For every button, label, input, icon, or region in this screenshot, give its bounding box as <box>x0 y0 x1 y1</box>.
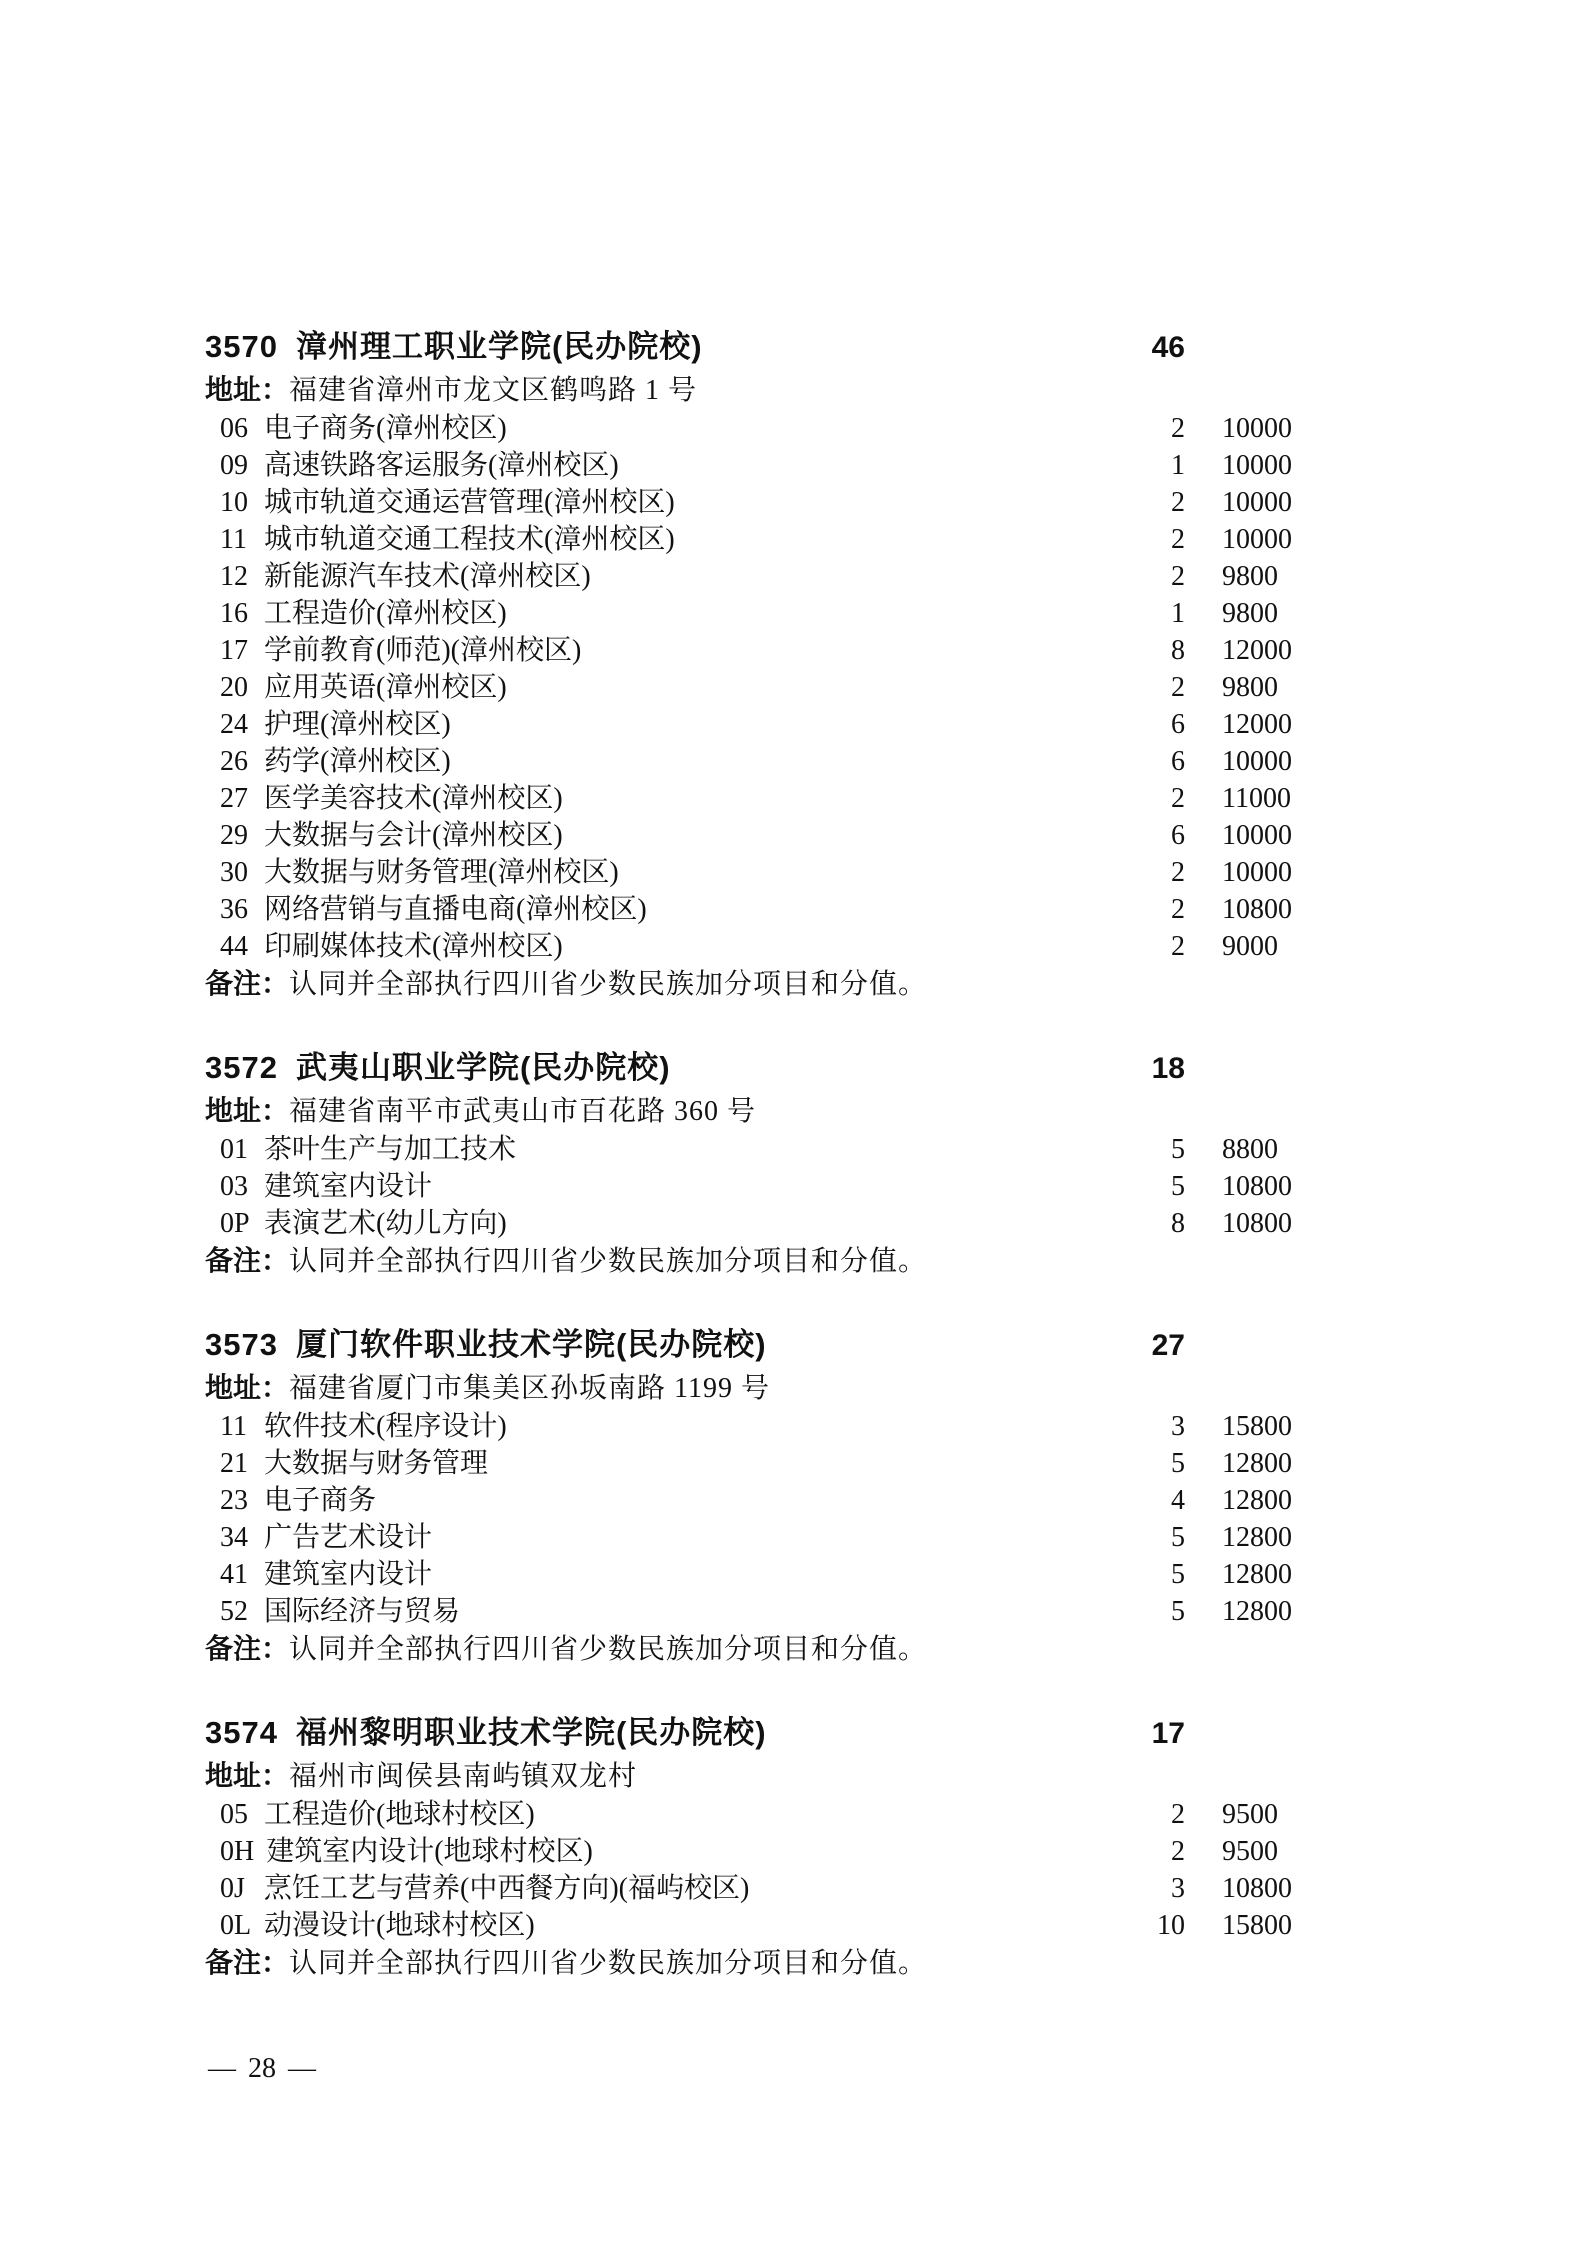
major-name: 学前教育(师范)(漳州校区) <box>264 635 582 666</box>
major-fee: 9500 <box>1222 1836 1278 1867</box>
major-fee: 10800 <box>1222 894 1292 925</box>
major-fee: 10000 <box>1222 487 1292 518</box>
major-name: 工程造价(漳州校区) <box>264 598 507 629</box>
major-row <box>205 891 1351 928</box>
major-code: 24 <box>220 709 248 740</box>
major-rows <box>205 1796 1351 1944</box>
major-label <box>205 706 1115 743</box>
major-code: 05 <box>220 1799 248 1830</box>
major-quota: 5 <box>1171 1134 1185 1165</box>
major-name: 城市轨道交通工程技术(漳州校区) <box>264 524 675 555</box>
major-name: 建筑室内设计 <box>264 1559 433 1590</box>
sections-container <box>205 326 1351 2026</box>
major-label <box>205 632 1115 669</box>
major-row <box>205 1796 1351 1833</box>
major-name: 高速铁路客运服务(漳州校区) <box>264 450 619 481</box>
major-code: 0H <box>220 1836 255 1867</box>
major-code: 27 <box>220 783 248 814</box>
major-row <box>205 1870 1351 1907</box>
major-row <box>205 1833 1351 1870</box>
major-fee: 12800 <box>1222 1596 1292 1627</box>
major-quota: 5 <box>1171 1171 1185 1202</box>
major-row <box>205 743 1351 780</box>
major-code: 01 <box>220 1134 248 1165</box>
remark-text: 认同并全部执行四川省少数民族加分项目和分值。 <box>289 1948 928 1979</box>
major-quota: 10 <box>1157 1910 1185 1941</box>
school-name: 漳州理工职业学院(民办院校) <box>295 329 703 364</box>
major-name: 应用英语(漳州校区) <box>264 672 507 703</box>
major-code: 52 <box>220 1596 248 1627</box>
school-total-quota: 18 <box>1151 1052 1185 1085</box>
major-name: 茶叶生产与加工技术 <box>264 1134 517 1165</box>
major-code: 0J <box>220 1873 245 1904</box>
major-name: 软件技术(程序设计) <box>264 1411 507 1442</box>
major-quota: 3 <box>1171 1411 1185 1442</box>
school-address-line <box>205 1092 1351 1131</box>
major-label <box>205 743 1115 780</box>
major-name: 大数据与财务管理 <box>264 1448 489 1479</box>
major-label <box>205 1482 1115 1519</box>
major-rows <box>205 1131 1351 1242</box>
major-name: 电子商务(漳州校区) <box>264 413 507 444</box>
major-code: 11 <box>220 1411 247 1442</box>
major-name: 电子商务 <box>264 1485 377 1516</box>
major-quota: 2 <box>1171 524 1185 555</box>
major-rows <box>205 410 1351 965</box>
major-fee: 10800 <box>1222 1208 1292 1239</box>
major-code: 0P <box>220 1208 250 1239</box>
major-quota: 5 <box>1171 1522 1185 1553</box>
major-code: 34 <box>220 1522 248 1553</box>
major-code: 06 <box>220 413 248 444</box>
major-label <box>205 669 1115 706</box>
major-quota: 5 <box>1171 1448 1185 1479</box>
major-fee: 10000 <box>1222 450 1292 481</box>
major-name: 建筑室内设计 <box>264 1171 433 1202</box>
major-quota: 3 <box>1171 1873 1185 1904</box>
major-code: 10 <box>220 487 248 518</box>
major-fee: 12800 <box>1222 1559 1292 1590</box>
address-label: 地址： <box>205 1372 290 1403</box>
school-code: 3570 <box>205 329 278 364</box>
major-row <box>205 521 1351 558</box>
major-code: 29 <box>220 820 248 851</box>
address-value: 福建省漳州市龙文区鹤鸣路 1 号 <box>289 375 698 406</box>
school-header <box>205 326 1351 369</box>
major-fee: 15800 <box>1222 1411 1292 1442</box>
major-row <box>205 595 1351 632</box>
major-name: 新能源汽车技术(漳州校区) <box>264 561 591 592</box>
major-label <box>205 1796 1115 1833</box>
remark-text: 认同并全部执行四川省少数民族加分项目和分值。 <box>289 1634 928 1665</box>
major-code: 16 <box>220 598 248 629</box>
major-code: 09 <box>220 450 248 481</box>
major-quota: 2 <box>1171 1799 1185 1830</box>
school-address-line <box>205 1369 1351 1408</box>
address-label: 地址： <box>205 374 290 405</box>
major-row <box>205 632 1351 669</box>
remark-text: 认同并全部执行四川省少数民族加分项目和分值。 <box>289 1246 928 1277</box>
major-fee: 8800 <box>1222 1134 1278 1165</box>
major-quota: 8 <box>1171 1208 1185 1239</box>
major-fee: 12000 <box>1222 709 1292 740</box>
school-section <box>205 1712 1351 1982</box>
major-quota: 2 <box>1171 1836 1185 1867</box>
major-label <box>205 780 1115 817</box>
school-code: 3572 <box>205 1050 278 1085</box>
major-label <box>205 484 1115 521</box>
major-name: 大数据与会计(漳州校区) <box>264 820 563 851</box>
remark-label: 备注： <box>205 1245 290 1276</box>
major-row <box>205 1445 1351 1482</box>
major-name: 大数据与财务管理(漳州校区) <box>264 857 619 888</box>
major-quota: 2 <box>1171 931 1185 962</box>
major-name: 药学(漳州校区) <box>264 746 451 777</box>
major-name: 工程造价(地球村校区) <box>264 1799 535 1830</box>
major-label <box>205 1131 1115 1168</box>
major-code: 11 <box>220 524 247 555</box>
major-fee: 12800 <box>1222 1485 1292 1516</box>
major-fee: 12000 <box>1222 635 1292 666</box>
major-quota: 2 <box>1171 561 1185 592</box>
major-code: 36 <box>220 894 248 925</box>
major-code: 21 <box>220 1448 248 1479</box>
major-fee: 12800 <box>1222 1522 1292 1553</box>
major-name: 网络营销与直播电商(漳州校区) <box>264 894 647 925</box>
page-footer <box>208 2050 316 2088</box>
major-fee: 11000 <box>1222 783 1291 814</box>
school-total-quota: 17 <box>1151 1717 1185 1750</box>
major-label <box>205 595 1115 632</box>
major-code: 20 <box>220 672 248 703</box>
major-row <box>205 669 1351 706</box>
major-row <box>205 447 1351 484</box>
major-fee: 10000 <box>1222 746 1292 777</box>
major-quota: 2 <box>1171 487 1185 518</box>
major-row <box>205 1168 1351 1205</box>
major-fee: 10800 <box>1222 1171 1292 1202</box>
major-row <box>205 780 1351 817</box>
major-code: 03 <box>220 1171 248 1202</box>
major-label <box>205 521 1115 558</box>
school-code: 3574 <box>205 1715 278 1750</box>
major-quota: 6 <box>1171 746 1185 777</box>
major-name: 国际经济与贸易 <box>264 1596 461 1627</box>
major-quota: 5 <box>1171 1596 1185 1627</box>
address-value: 福建省厦门市集美区孙坂南路 1199 号 <box>289 1373 770 1404</box>
major-name: 城市轨道交通运营管理(漳州校区) <box>264 487 675 518</box>
major-label <box>205 410 1115 447</box>
major-label <box>205 928 1115 965</box>
school-title <box>205 1324 1115 1366</box>
major-quota: 6 <box>1171 709 1185 740</box>
school-header <box>205 1712 1351 1755</box>
major-code: 0L <box>220 1910 252 1941</box>
major-row <box>205 1556 1351 1593</box>
major-label <box>205 1907 1115 1944</box>
major-fee: 10000 <box>1222 524 1292 555</box>
school-section <box>205 1047 1351 1280</box>
major-code: 23 <box>220 1485 248 1516</box>
major-label <box>205 558 1115 595</box>
major-name: 医学美容技术(漳州校区) <box>264 783 563 814</box>
major-quota: 1 <box>1171 450 1185 481</box>
major-name: 表演艺术(幼儿方向) <box>264 1208 507 1239</box>
major-label <box>205 1445 1115 1482</box>
major-quota: 8 <box>1171 635 1185 666</box>
remark-label: 备注： <box>205 1633 290 1664</box>
major-row <box>205 1408 1351 1445</box>
major-fee: 9800 <box>1222 598 1278 629</box>
major-quota: 2 <box>1171 672 1185 703</box>
major-quota: 6 <box>1171 820 1185 851</box>
major-code: 30 <box>220 857 248 888</box>
school-title <box>205 326 1115 368</box>
major-row <box>205 1482 1351 1519</box>
major-code: 44 <box>220 931 248 962</box>
major-row <box>205 706 1351 743</box>
major-name: 建筑室内设计(地球村校区) <box>266 1836 593 1867</box>
footer-dash-left: — <box>208 2053 236 2084</box>
remark-label: 备注： <box>205 1947 290 1978</box>
major-row <box>205 410 1351 447</box>
remark-label: 备注： <box>205 968 290 999</box>
address-value: 福建省南平市武夷山市百花路 360 号 <box>289 1096 757 1127</box>
major-code: 41 <box>220 1559 248 1590</box>
school-name: 厦门软件职业技术学院(民办院校) <box>295 1327 767 1362</box>
major-row <box>205 1131 1351 1168</box>
major-row <box>205 928 1351 965</box>
major-label <box>205 1519 1115 1556</box>
major-label <box>205 1593 1115 1630</box>
major-fee: 10000 <box>1222 820 1292 851</box>
school-section <box>205 326 1351 1003</box>
school-code: 3573 <box>205 1327 278 1362</box>
school-total-quota: 27 <box>1151 1329 1185 1362</box>
school-name: 福州黎明职业技术学院(民办院校) <box>295 1715 767 1750</box>
page-number: 28 <box>248 2053 276 2084</box>
major-quota: 2 <box>1171 857 1185 888</box>
major-row <box>205 1593 1351 1630</box>
major-name: 烹饪工艺与营养(中西餐方向)(福屿校区) <box>264 1873 750 1904</box>
major-label <box>205 854 1115 891</box>
major-code: 17 <box>220 635 248 666</box>
major-label <box>205 1870 1115 1907</box>
major-quota: 1 <box>1171 598 1185 629</box>
major-quota: 5 <box>1171 1559 1185 1590</box>
major-fee: 9800 <box>1222 561 1278 592</box>
school-title <box>205 1712 1115 1754</box>
major-row <box>205 1907 1351 1944</box>
major-row <box>205 484 1351 521</box>
major-fee: 9000 <box>1222 931 1278 962</box>
major-row <box>205 558 1351 595</box>
school-name: 武夷山职业学院(民办院校) <box>295 1050 671 1085</box>
major-label <box>205 1408 1115 1445</box>
remark-line <box>205 965 1351 1003</box>
major-name: 印刷媒体技术(漳州校区) <box>264 931 563 962</box>
major-label <box>205 891 1115 928</box>
major-label <box>205 1168 1115 1205</box>
major-row <box>205 1205 1351 1242</box>
address-label: 地址： <box>205 1760 290 1791</box>
school-total-quota: 46 <box>1151 331 1185 364</box>
major-fee: 12800 <box>1222 1448 1292 1479</box>
major-name: 广告艺术设计 <box>264 1522 433 1553</box>
major-fee: 9800 <box>1222 672 1278 703</box>
major-quota: 4 <box>1171 1485 1185 1516</box>
major-name: 护理(漳州校区) <box>264 709 451 740</box>
major-fee: 10000 <box>1222 413 1292 444</box>
major-quota: 2 <box>1171 783 1185 814</box>
school-address-line <box>205 371 1351 410</box>
major-fee: 10000 <box>1222 857 1292 888</box>
major-quota: 2 <box>1171 413 1185 444</box>
footer-dash-right: — <box>288 2053 316 2084</box>
major-fee: 9500 <box>1222 1799 1278 1830</box>
school-title <box>205 1047 1115 1089</box>
school-header <box>205 1047 1351 1090</box>
school-header <box>205 1324 1351 1367</box>
school-address-line <box>205 1757 1351 1796</box>
major-fee: 10800 <box>1222 1873 1292 1904</box>
major-row <box>205 854 1351 891</box>
major-code: 26 <box>220 746 248 777</box>
major-label <box>205 1205 1115 1242</box>
major-label <box>205 447 1115 484</box>
major-row <box>205 817 1351 854</box>
major-label <box>205 1833 1115 1870</box>
remark-line <box>205 1630 1351 1668</box>
school-section <box>205 1324 1351 1668</box>
major-label <box>205 817 1115 854</box>
major-label <box>205 1556 1115 1593</box>
remark-line <box>205 1242 1351 1280</box>
major-name: 动漫设计(地球村校区) <box>264 1910 535 1941</box>
address-value: 福州市闽侯县南屿镇双龙村 <box>289 1761 638 1792</box>
major-code: 12 <box>220 561 248 592</box>
remark-line <box>205 1944 1351 1982</box>
major-rows <box>205 1408 1351 1630</box>
major-quota: 2 <box>1171 894 1185 925</box>
remark-text: 认同并全部执行四川省少数民族加分项目和分值。 <box>289 969 928 1000</box>
major-row <box>205 1519 1351 1556</box>
major-fee: 15800 <box>1222 1910 1292 1941</box>
address-label: 地址： <box>205 1095 290 1126</box>
